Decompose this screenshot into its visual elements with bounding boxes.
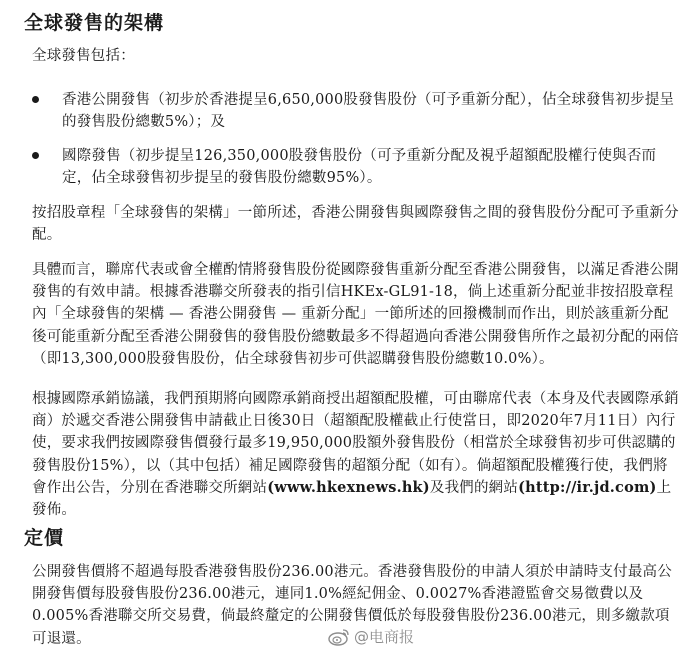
link-end-text: 上發佈。 — [32, 479, 672, 519]
watermark-text: @电商报 — [354, 628, 415, 646]
bullet-icon — [32, 152, 39, 159]
jd-ir-link[interactable]: (http://ir.jd.com) — [518, 478, 657, 496]
paragraph-reallocation: 按招股章程「全球發售的架構」一節所述，香港公開發售與國際發售之間的發售股份分配可予重新分配。 — [32, 205, 679, 244]
link-connector-text: 及我們的網站 — [429, 479, 519, 496]
weibo-icon — [328, 628, 350, 646]
bullet-icon — [32, 96, 39, 103]
watermark — [328, 626, 414, 647]
intro-text: 全球發售包括： — [32, 48, 135, 64]
paragraph-overallotment — [32, 388, 680, 521]
list-item-text: 國際發售（初步提呈126,350,000股發售股份（可予重新分配及視乎超額配股權行使與否而定，佔全球發售初步提呈的發售股份總數95%）。 — [62, 148, 657, 187]
section-heading-pricing: 定價 — [24, 527, 65, 549]
section-heading-structure: 全球發售的架構 — [24, 12, 165, 34]
paragraph-clawback: 具體而言，聯席代表或會全權酌情將發售股份從國際發售重新分配至香港公開發售，以滿足香港公開發售的有效申請。根據香港聯交所發表的指引信HKEx-GL91-18，倘上述重新分配並非按招股章程內「全球發售的架構 — 香港公開發售 — 重新分配」一節所述的回撥機制而作出，則於該重新分配後可能重新分配至香港公開發售的發售股份總數最多不得超過向香港公開發售所作之最初分配的兩倍（即13,300,000股發售股份，佔全球發售初步可供認購發售股份總數10.0%）。 — [32, 262, 679, 367]
paragraph-overallotment-text: 根據國際承銷協議，我們預期將向國際承銷商授出超額配股權，可由聯席代表（本身及代表國際承銷商）於遞交香港公開發售申請截止日後30日（超額配股權截止行使當日，即2020年7月11日）內行使，要求我們按國際發售價發行最多19,950,000股額外發售股份（相當於全球發售初步可供認購的發售股份15%），以（其中包括）補足國際發售的超額分配（如有）。倘超額配股權獲行使，我們將會作出公告，分別在香港聯交所網站 — [32, 391, 679, 496]
hkexnews-link[interactable]: (www.hkexnews.hk) — [267, 478, 430, 496]
paragraph-pricing: 公開發售價將不超過每股香港發售股份236.00港元。香港發售股份的申請人須於申請時支付最高公開發售價每股發售股份236.00港元，連同1.0%經紀佣金、0.0027%香港證監會交易徵費以及0.005%香港聯交所交易費，倘最終釐定的公開發售價低於每股發售股份236.00港元，則多繳款項可退還。 — [32, 564, 672, 647]
list-item-text: 香港公開發售（初步於香港提呈6,650,000股發售股份（可予重新分配），佔全球發售初步提呈的發售股份總數5%）；及 — [62, 92, 675, 131]
